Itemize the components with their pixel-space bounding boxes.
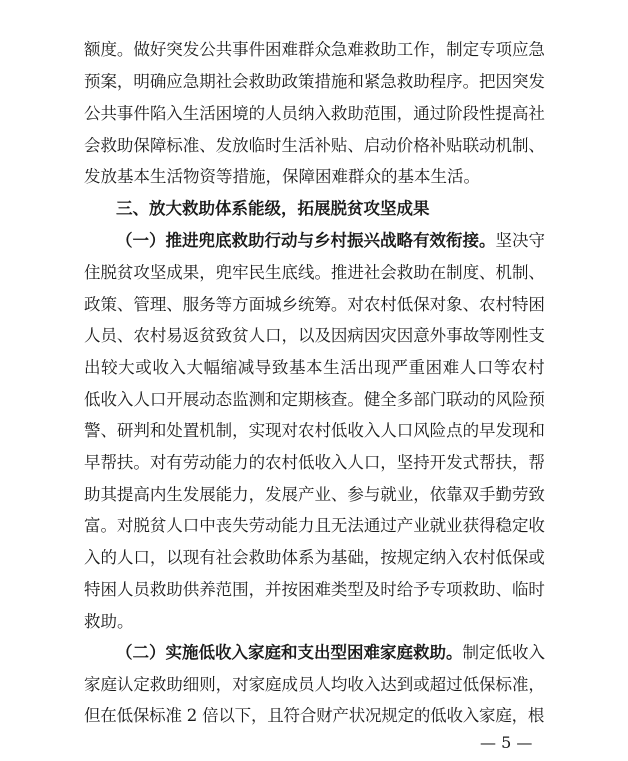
body-text-line: 家庭认定救助细则，对家庭成员人均收入达到或超过低保标准， bbox=[84, 675, 545, 694]
body-text-line: 公共事件陷入生活困境的人员纳入救助范围，通过阶段性提高社 bbox=[84, 104, 545, 123]
body-text-line: 但在低保标准 2 倍以下，且符合财产状况规定的低收入家庭，根 bbox=[84, 706, 545, 725]
body-text-line: 特困人员救助供养范围，并按困难类型及时给予专项救助、临时 bbox=[84, 580, 545, 599]
body-text-fragment: 制定低收入 bbox=[462, 643, 545, 662]
body-text-fragment: 坚决守 bbox=[495, 231, 545, 250]
body-text-line: 出较大或收入大幅缩减导致基本生活出现严重困难人口等农村 bbox=[84, 358, 546, 377]
body-text-line: 早帮扶。对有劳动能力的农村低收入人口，坚持开发式帮扶，帮 bbox=[84, 453, 545, 472]
subsection-first-line bbox=[116, 231, 545, 251]
body-text-line: 入的人口，以现有社会救助体系为基础，按规定纳入农村低保或 bbox=[84, 548, 545, 567]
body-text-line: 政策、管理、服务等方面城乡统筹。对农村低保对象、农村特困 bbox=[84, 295, 545, 314]
subsection-title: （二）实施低收入家庭和支出型困难家庭救助。 bbox=[116, 643, 463, 662]
body-text-line: 会救助保障标准、发放临时生活补贴、启动价格补贴联动机制、 bbox=[84, 136, 545, 155]
page-number: — 5 — bbox=[480, 733, 533, 752]
body-text-line: 住脱贫攻坚成果，兜牢民生底线。推进社会救助在制度、机制、 bbox=[84, 263, 545, 282]
body-text-line: 警、研判和处置机制，实现对农村低收入人口风险点的早发现和 bbox=[84, 421, 545, 440]
body-text-line: 低收入人口开展动态监测和定期核查。健全多部门联动的风险预 bbox=[84, 390, 545, 409]
body-text-line: 助其提高内生发展能力，发展产业、参与就业，依靠双手勤劳致 bbox=[84, 485, 545, 504]
body-text-line: 人员、农村易返贫致贫人口，以及因病因灾因意外事故等刚性支 bbox=[84, 326, 545, 345]
body-text-line: 额度。做好突发公共事件困难群众急难救助工作，制定专项应急 bbox=[84, 40, 545, 59]
subsection-first-line bbox=[116, 643, 545, 663]
subsection-title: （一）推进兜底救助行动与乡村振兴战略有效衔接。 bbox=[116, 231, 496, 250]
body-text-line: 发放基本生活物资等措施，保障困难群众的基本生活。 bbox=[84, 167, 480, 186]
body-text-line: 预案，明确应急期社会救助政策措施和紧急救助程序。把因突发 bbox=[84, 72, 545, 91]
body-text-line: 救助。 bbox=[84, 612, 134, 631]
body-text-line: 富。对脱贫人口中丧失劳动能力且无法通过产业就业获得稳定收 bbox=[84, 516, 545, 535]
section-heading: 三、放大救助体系能级，拓展脱贫攻坚成果 bbox=[116, 199, 430, 218]
